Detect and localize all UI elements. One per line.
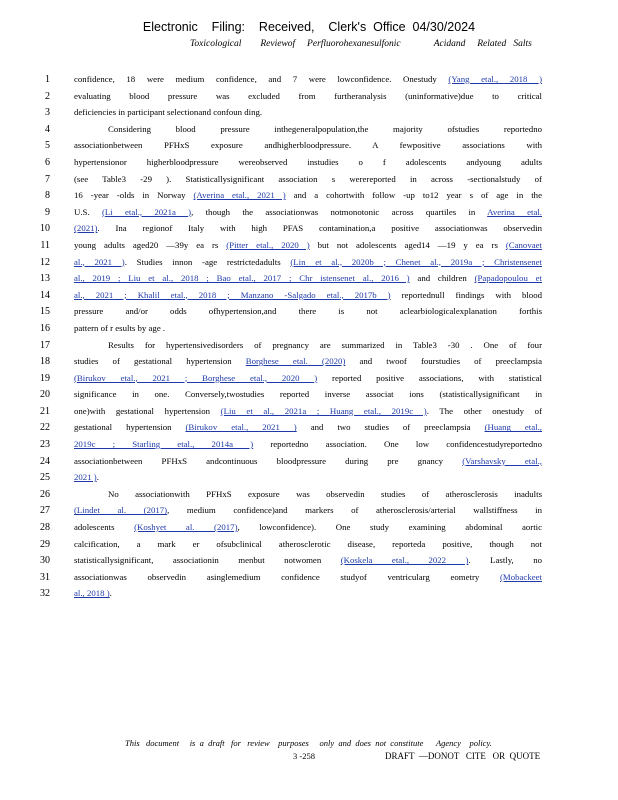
line-segment: associationbetween PFHxS andcontinuous bloodpressure during pre gnancy <box>74 455 463 466</box>
line-segment: , though the associationwas notmonotonic across quartiles in <box>191 206 488 217</box>
line-segment: gestational hypertension <box>74 422 186 433</box>
text-line <box>0 322 618 339</box>
text-line <box>0 222 618 239</box>
line-number: 5 <box>45 140 50 152</box>
line-segment: evaluating blood pressure was excluded from furtheranalysis (uninformative)due to critical <box>74 90 542 101</box>
citation-link[interactable]: (Huang etal., <box>484 422 542 433</box>
line-text <box>74 322 542 335</box>
citation-link[interactable]: (Pitter etal., 2020 ) <box>226 239 310 250</box>
line-segment: . <box>109 588 112 599</box>
text-line <box>0 372 618 389</box>
line-text <box>74 355 542 368</box>
line-segment: . Studies innon -age restrictedadults <box>124 256 291 267</box>
line-number: 19 <box>40 372 50 384</box>
line-number: 22 <box>40 422 50 434</box>
line-segment: , lowconfidence). One study examining abdominal aortic <box>237 522 542 533</box>
text-line <box>0 73 618 90</box>
line-segment: young adults aged20 —39y ea rs <box>74 239 227 250</box>
line-segment: but not adolescents aged14 —19 y ea rs <box>309 239 506 250</box>
document-subtitle: Toxicological Reviewof Perfluorohexanesulfonic Acidand Related Salts <box>190 39 532 49</box>
line-number: 8 <box>45 190 50 202</box>
citation-link[interactable]: al., 2021 ; Khalil etal., 2018 ; Manzano -Salgado etal., 2017b ) <box>74 289 391 300</box>
line-text <box>74 455 542 468</box>
citation-link[interactable]: 2021 ) <box>74 472 97 483</box>
line-number: 13 <box>40 273 50 285</box>
text-line <box>0 355 618 372</box>
line-segment: reportedno association. One low confidencestudyreportedno <box>253 439 542 450</box>
line-text <box>74 189 542 202</box>
citation-link[interactable]: (Mobackeet <box>499 571 542 582</box>
line-number: 21 <box>40 405 50 417</box>
text-line <box>0 471 618 488</box>
line-segment: , medium confidence)and markers of atherosclerosis/arterial wallstiffness in <box>167 505 542 516</box>
line-number: 29 <box>40 538 50 550</box>
line-text <box>74 571 542 584</box>
line-segment: statisticallysignificant, associationin menbut notwomen <box>74 555 341 566</box>
line-number: 9 <box>45 206 50 218</box>
line-text <box>74 73 542 86</box>
line-number: 14 <box>40 289 50 301</box>
line-text <box>74 222 542 235</box>
text-line <box>0 339 618 356</box>
line-segment: . Ina regionof Italy with high PFAS contamination,a positive associationwas observedin <box>97 223 542 234</box>
line-number: 28 <box>40 522 50 534</box>
line-number: 25 <box>40 472 50 484</box>
line-text <box>74 538 542 551</box>
line-number: 31 <box>40 571 50 583</box>
line-text <box>74 256 542 269</box>
line-text <box>108 123 542 136</box>
line-segment: studies of gestational hypertension <box>74 356 246 367</box>
text-line <box>0 305 618 322</box>
citation-link[interactable]: Borghese etal. (2020) <box>245 356 346 367</box>
footer-disclaimer: This document is a draft for review purposes only and does not constitute Agency policy. <box>125 738 492 748</box>
text-line <box>0 405 618 422</box>
line-number: 7 <box>45 173 50 185</box>
text-line <box>0 256 618 273</box>
text-line <box>0 272 618 289</box>
text-line <box>0 421 618 438</box>
citation-link[interactable]: (2021) <box>74 223 98 234</box>
line-number: 18 <box>40 356 50 368</box>
line-segment: one)with gestational hypertension <box>74 405 221 416</box>
line-number: 15 <box>40 306 50 318</box>
line-number: 24 <box>40 455 50 467</box>
line-segment: and children <box>409 273 475 284</box>
line-text <box>74 90 542 103</box>
line-text <box>74 139 542 152</box>
line-segment: associationwas observedin asinglemedium confidence studyof ventricularg eometry <box>74 571 500 582</box>
line-number: 17 <box>40 339 50 351</box>
text-line <box>0 455 618 472</box>
line-segment: U.S. <box>74 206 102 217</box>
line-segment: calcification, a mark er ofsubclinical atherosclerotic disease, reporteda positive, though not <box>74 538 542 549</box>
line-segment: Considering blood pressure inthegeneralpopulation,the majority ofstudies reportedno <box>108 123 542 134</box>
text-line <box>0 538 618 555</box>
text-line <box>0 106 618 123</box>
text-line <box>0 504 618 521</box>
citation-link[interactable]: al., 2021 ) <box>74 256 125 267</box>
line-text <box>74 587 542 600</box>
text-line <box>0 438 618 455</box>
text-line <box>0 123 618 140</box>
line-text <box>108 339 542 352</box>
line-segment: (see Table3 -29 ). Statisticallysignificant association s werereported in across -sectionalstudy of <box>74 173 542 184</box>
citation-link[interactable]: (Averina etal., 2021 ) <box>193 190 286 201</box>
line-number: 11 <box>40 239 50 251</box>
line-text <box>74 173 542 186</box>
text-line <box>0 571 618 588</box>
line-text <box>74 372 542 385</box>
citation-link[interactable]: 2019c ; Starling etal., 2014a ) <box>74 439 254 450</box>
line-segment: confidence, 18 were medium confidence, and 7 were lowconfidence. Onestudy <box>74 74 449 84</box>
citation-link[interactable]: (Varshavsky etal., <box>462 455 542 466</box>
text-line <box>0 173 618 190</box>
line-segment: pressure and/or odds ofhypertension,and there is not aclearbiologicalexplanation forthis <box>74 306 542 317</box>
line-segment: adolescents <box>74 522 135 533</box>
line-text <box>74 305 542 318</box>
citation-link[interactable]: (Lindet al. (2017) <box>74 505 168 516</box>
line-number: 2 <box>45 90 50 102</box>
citation-link[interactable]: al., 2018 ) <box>74 588 110 599</box>
text-line <box>0 587 618 604</box>
text-line <box>0 289 618 306</box>
line-segment: 16 -year -olds in Norway <box>74 190 194 201</box>
line-text <box>74 106 542 119</box>
line-number: 27 <box>40 505 50 517</box>
citation-link[interactable]: (Birukov etal., 2021 ) <box>185 422 297 433</box>
line-text <box>74 206 542 219</box>
line-text <box>108 488 542 501</box>
line-text <box>74 239 542 252</box>
line-segment: Results for hypertensivedisorders of pregnancy are summarized in Table3 -30 . One of four <box>108 339 542 350</box>
text-line <box>0 488 618 505</box>
text-line <box>0 139 618 156</box>
citation-link[interactable]: Averina etal. <box>487 206 542 217</box>
filing-header: Electronic Filing: Received, Clerk's Office 04/30/2024 <box>142 20 476 34</box>
line-text <box>74 405 542 418</box>
line-number: 4 <box>45 123 50 135</box>
line-number: 32 <box>40 588 50 600</box>
line-segment: deficiencies in participant selectionand confoun ding. <box>74 107 263 118</box>
line-segment: pattern of r esults by age . <box>74 322 166 333</box>
citation-link[interactable]: (Papadopoulou et <box>474 273 542 284</box>
citation-link[interactable]: (Lin et al., 2020b ; Chenet al., 2019a ; Christensenet <box>290 256 542 267</box>
text-line <box>0 554 618 571</box>
line-segment: significance in one. Conversely,twostudies reported inverse associat ions (statisticallysignificant in <box>74 389 542 400</box>
line-segment: and a cohortwith follow -up to12 year s of age in the <box>285 190 542 201</box>
line-text <box>74 521 542 534</box>
line-number: 3 <box>45 107 50 119</box>
document-body <box>0 73 618 604</box>
line-number: 30 <box>40 555 50 567</box>
line-text <box>74 156 542 169</box>
line-number: 16 <box>40 322 50 334</box>
page-number: 3 -258 <box>293 751 315 761</box>
line-segment: reported positive associations, with statistical <box>317 372 542 383</box>
text-line <box>0 521 618 538</box>
line-segment: No associationwith PFHxS exposure was observedin studies of atherosclerosis inadults <box>108 488 542 499</box>
text-line <box>0 239 618 256</box>
line-segment: associationbetween PFHxS exposure andhigherbloodpressure. A fewpositive associations with <box>74 140 542 151</box>
citation-link[interactable]: (Li etal., 2021a ) <box>101 206 192 217</box>
text-line <box>0 388 618 405</box>
citation-link[interactable]: (Koshyet al. (2017) <box>134 522 238 533</box>
line-text <box>74 438 542 451</box>
line-number: 23 <box>40 439 50 451</box>
line-segment: . The other onestudy of <box>426 405 542 416</box>
line-number: 12 <box>40 256 50 268</box>
citation-link[interactable]: (Birukov etal., 2021 ; Borghese etal., 2020 ) <box>74 372 318 383</box>
text-line <box>0 189 618 206</box>
line-number: 20 <box>40 389 50 401</box>
text-line <box>0 156 618 173</box>
citation-link[interactable]: (Canovaet <box>505 239 542 250</box>
line-number: 26 <box>40 488 50 500</box>
line-number: 6 <box>45 156 50 168</box>
line-text <box>74 272 542 285</box>
line-text <box>74 289 542 302</box>
line-segment: hypertensionor higherbloodpressure wereobserved instudies o f adolescents andyoung adults <box>74 156 542 167</box>
line-number: 1 <box>45 74 50 85</box>
line-text <box>74 388 542 401</box>
text-line <box>0 90 618 107</box>
citation-link[interactable]: (Liu et al., 2021a ; Huang etal., 2019c ) <box>220 405 427 416</box>
line-segment: and two studies of preeclampsia <box>296 422 485 433</box>
text-line <box>0 206 618 223</box>
citation-link[interactable]: (Yang etal., 2018 ) <box>448 74 542 84</box>
line-segment: reportednull findings with blood <box>390 289 542 300</box>
draft-notice: DRAFT —DONOT CITE OR QUOTE <box>385 751 541 761</box>
line-segment: . Lastly, no <box>468 555 542 566</box>
line-text <box>74 554 542 567</box>
line-number: 10 <box>40 223 50 235</box>
line-text <box>74 504 542 517</box>
citation-link[interactable]: (Koskela etal., 2022 ) <box>340 555 469 566</box>
line-segment: and twoof fourstudies of preeclampsia <box>345 356 542 367</box>
citation-link[interactable]: al., 2019 ; Liu et al., 2018 ; Bao etal., 2017 ; Chr istensenet al., 2016 ) <box>74 273 410 284</box>
line-segment: . <box>96 472 99 483</box>
line-text <box>74 471 542 484</box>
line-text <box>74 421 542 434</box>
